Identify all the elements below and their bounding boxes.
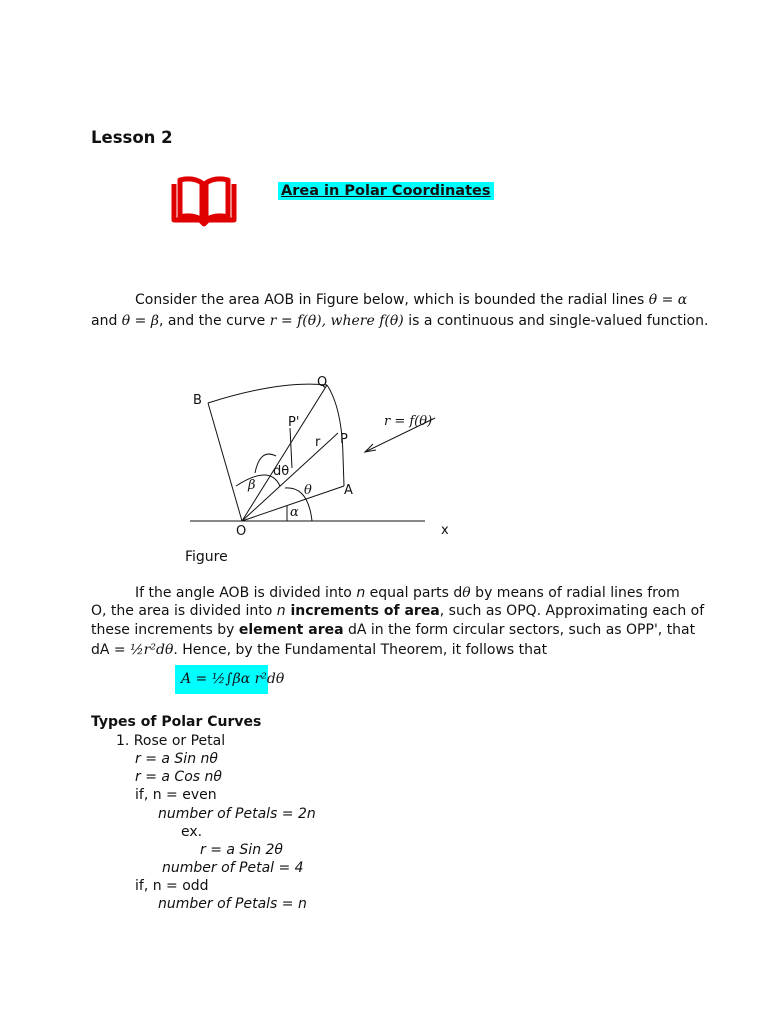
body-text: equal parts d <box>365 585 463 601</box>
theta-symbol: θ <box>462 585 471 601</box>
condition-odd: if, n = odd <box>135 878 209 894</box>
intro-line-1 <box>135 291 687 309</box>
label-theta: θ <box>304 483 312 498</box>
types-title: Types of Polar Curves <box>91 714 262 730</box>
n-variable: n <box>356 585 366 601</box>
line-OQ <box>242 385 327 521</box>
condition-even: if, n = even <box>135 787 217 803</box>
label-r: r <box>315 435 321 450</box>
polar-area-figure <box>180 368 470 558</box>
body-text: . Hence, by the Fundamental Theorem, it follows that <box>173 642 548 658</box>
label-A: A <box>344 483 353 498</box>
body-line-3 <box>91 621 695 639</box>
label-alpha: α <box>290 505 299 520</box>
figure-caption: Figure <box>185 549 228 565</box>
line-Pprime <box>290 428 292 468</box>
area-formula: A = ½∫βα r²dθ <box>181 671 285 687</box>
bold-term: element area <box>238 622 344 638</box>
intro-text: is a continuous and single-valued function. <box>403 313 709 329</box>
curve-eq: r = f(θ), where f(θ) <box>269 313 404 329</box>
bold-term: increments of area <box>285 603 440 619</box>
label-curve: r = f(θ) <box>384 414 433 429</box>
body-text: these increments by <box>91 622 239 638</box>
example-eq: r = a Sin 2θ <box>200 842 283 858</box>
section-heading: Area in Polar Coordinates <box>278 182 494 200</box>
intro-text: Consider the area AOB in Figure below, which is bounded the radial lines <box>135 292 649 308</box>
body-text: dA in the form circular sectors, such as OPP', that <box>343 622 696 638</box>
lesson-title: Lesson 2 <box>91 128 173 147</box>
label-B: B <box>193 393 202 408</box>
body-line-1 <box>135 584 680 602</box>
label-x: x <box>441 523 449 538</box>
book-icon <box>170 176 238 228</box>
body-text: If the angle AOB is divided into <box>135 585 357 601</box>
body-line-2 <box>91 602 704 620</box>
example-label: ex. <box>181 824 203 840</box>
theta-beta-eq: θ = β <box>121 313 159 329</box>
body-text: dA = <box>91 642 131 658</box>
rose-eq-sin: r = a Sin nθ <box>135 751 218 767</box>
theta-alpha-eq: θ = α <box>648 292 688 308</box>
intro-text: and <box>91 313 122 329</box>
intro-text: , and the curve <box>158 313 270 329</box>
label-dtheta: dθ <box>273 464 290 479</box>
line-OB <box>208 403 242 521</box>
label-Q: Q <box>317 375 328 390</box>
list-item-rose: 1. Rose or Petal <box>116 733 226 749</box>
label-O: O <box>236 524 247 539</box>
label-beta: β <box>248 478 256 493</box>
arc-BQ <box>208 384 327 403</box>
body-line-4 <box>91 641 547 659</box>
petals-odd: number of Petals = n <box>158 896 307 912</box>
intro-line-2 <box>91 312 708 330</box>
element-area-eq: ½r²dθ <box>130 642 174 658</box>
body-text: O, the area is divided into <box>91 603 277 619</box>
example-petals: number of Petal = 4 <box>162 860 304 876</box>
rose-eq-cos: r = a Cos nθ <box>135 769 222 785</box>
label-P: P <box>340 432 348 447</box>
petals-even: number of Petals = 2n <box>158 806 316 822</box>
line-PA <box>343 456 344 486</box>
body-text: by means of radial lines from <box>470 585 680 601</box>
n-variable: n <box>276 603 286 619</box>
body-text: , such as OPQ. Approximating each of <box>439 603 705 619</box>
label-Pprime: P' <box>288 415 300 430</box>
